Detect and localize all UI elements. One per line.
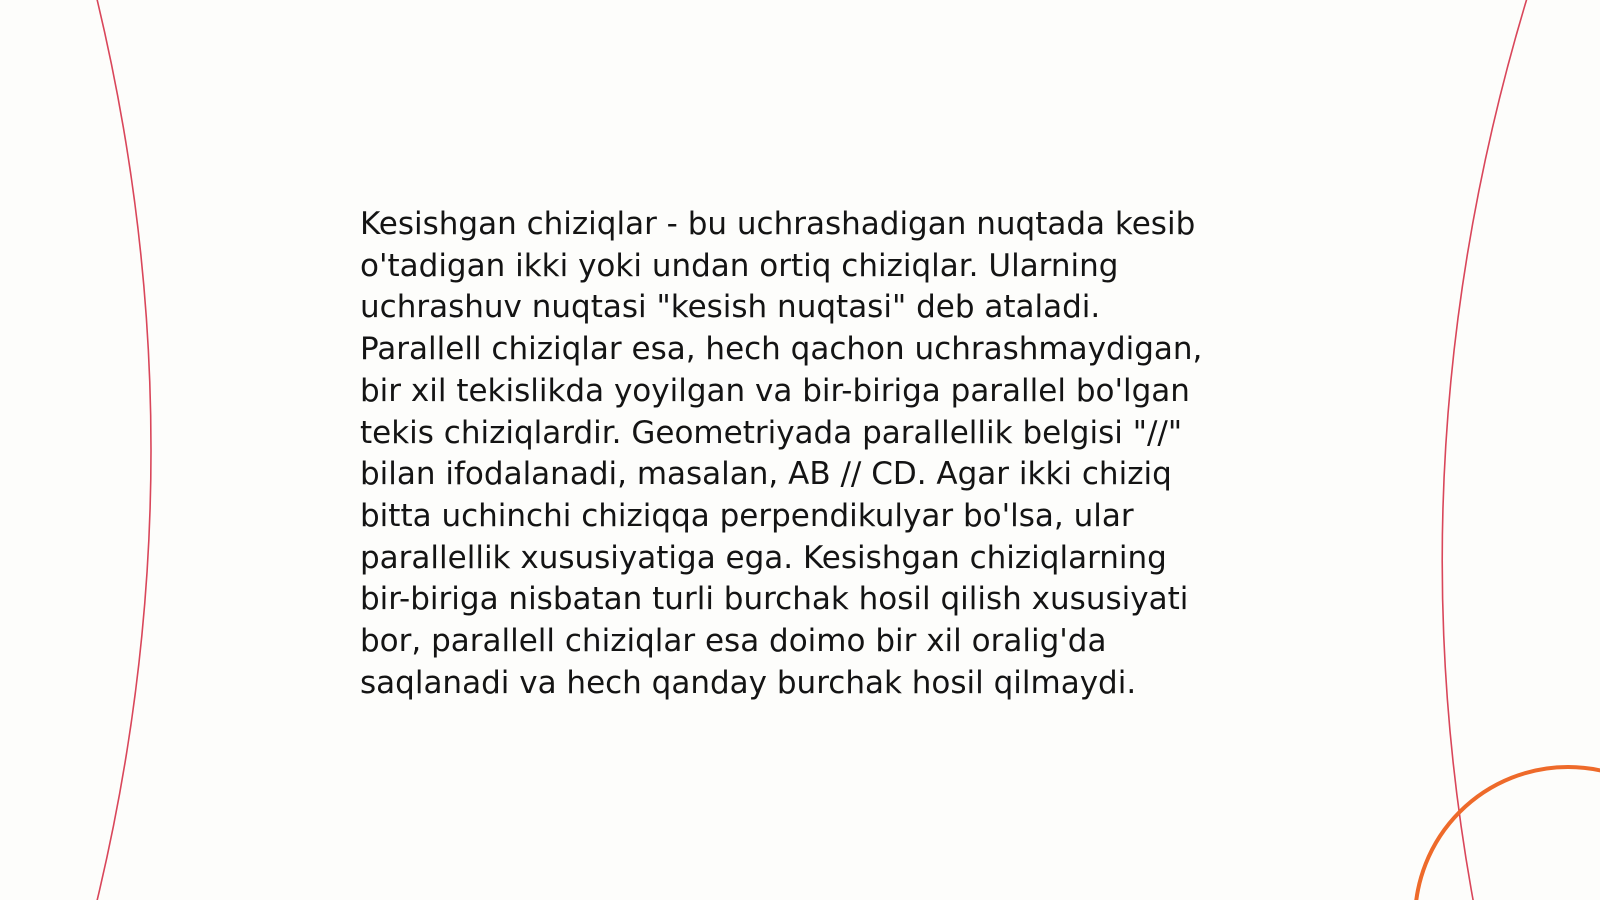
orange-accent-arc: [1415, 767, 1600, 900]
left-arc-line: [96, 0, 151, 900]
right-arc-line: [1442, 0, 1528, 900]
body-paragraph: Kesishgan chiziqlar - bu uchrashadigan nuqtada kesib o'tadigan ikki yoki undan ortiq chiziqlar. Ularning uchrashuv nuqtasi "kesish nuqtasi" deb ataladi. Parallell chiziqlar esa, hech qachon uchrashmaydigan, bir xil tekislikda yoyilgan va bir-biriga parallel bo'lgan tekis chiziqlardir. Geometriyada parallellik belgisi "//" bilan ifodalanadi, masalan, AB // CD. Agar ikki chiziq bitta uchinchi chiziqqa perpendikulyar bo'lsa, ular parallellik xususiyatiga ega. Kesishgan chiziqlarning bir-biriga nisbatan turli burchak hosil qilish xususiyati bor, parallell chiziqlar esa doimo bir xil oralig'da saqlanadi va hech qanday burchak hosil qilmaydi.: [360, 206, 1203, 701]
